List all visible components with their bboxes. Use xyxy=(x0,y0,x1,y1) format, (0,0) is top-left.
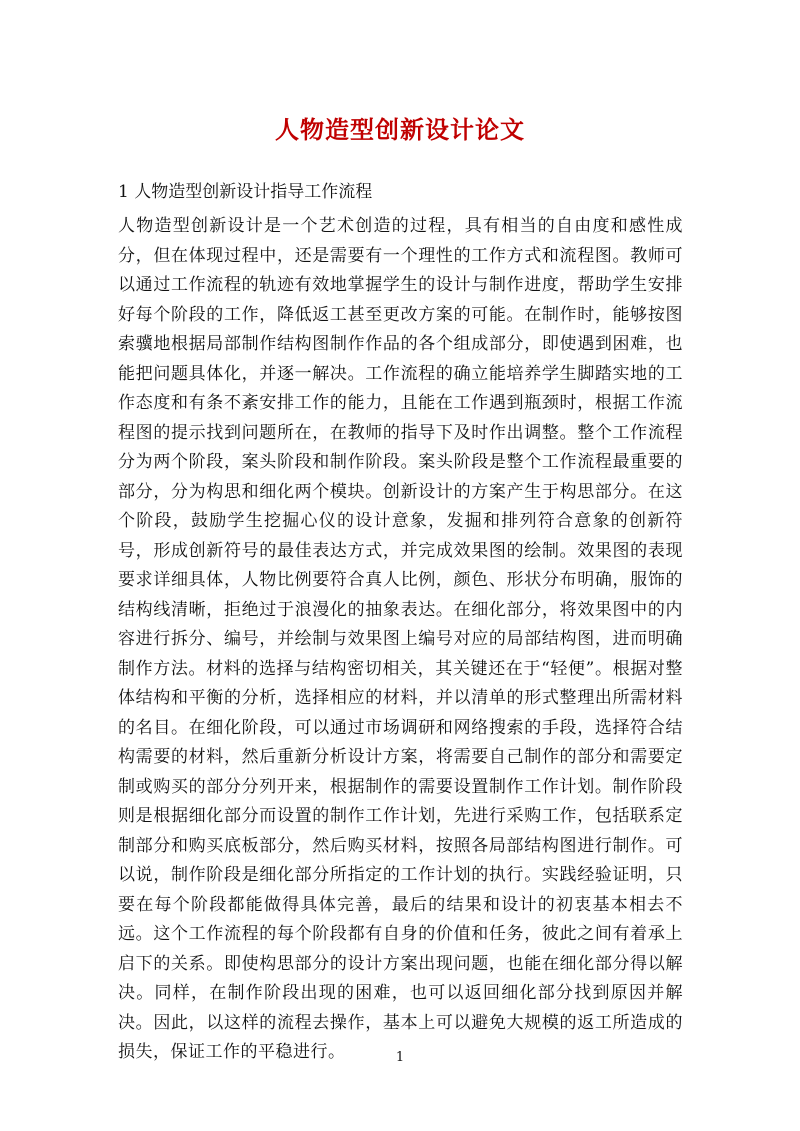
section-heading: 1 人物造型创新设计指导工作流程 xyxy=(118,182,373,202)
body-paragraph: 人物造型创新设计是一个艺术创造的过程，具有相当的自由度和感性成分，但在体现过程中，还是需要有一个理性的工作方式和流程图。教师可以通过工作流程的轨迹有效地掌握学生的设计与制作进度，帮助学生安排好每个阶段的工作，降低返工甚至更改方案的可能。在制作时，能够按图索骥地根据局部制作结构图制作作品的各个组成部分，即使遇到困难，也能把问题具体化，并逐一解决。工作流程的确立能培养学生脚踏实地的工作态度和有条不紊安排工作的能力，且能在工作遇到瓶颈时，根据工作流程图的提示找到问题所在，在教师的指导下及时作出调整。整个工作流程分为两个阶段，案头阶段和制作阶段。案头阶段是整个工作流程最重要的部分，分为构思和细化两个模块。创新设计的方案产生于构思部分。在这个阶段，鼓励学生挖掘心仪的设计意象，发掘和排列符合意象的创新符号，形成创新符号的最佳表达方式，并完成效果图的绘制。效果图的表现要求详细具体，人物比例要符合真人比例，颜色、形状分布明确，服饰的结构线清晰，拒绝过于浪漫化的抽象表达。在细化部分，将效果图中的内容进行拆分、编号，并绘制与效果图上编号对应的局部结构图，进而明确制作方法。材料的选择与结构密切相关，其关键还在于“轻便”。根据对整体结构和平衡的分析，选择相应的材料，并以清单的形式整理出所需材料的名目。在细化阶段，可以通过市场调研和网络搜索的手段，选择符合结构需要的材料，然后重新分析设计方案，将需要自己制作的部分和需要定制或购买的部分分列开来，根据制作的需要设置制作工作计划。制作阶段则是根据细化部分而设置的制作工作计划，先进行采购工作，包括联系定制部分和购买底板部分，然后购买材料，按照各局部结构图进行制作。可以说，制作阶段是细化部分所指定的工作计划的执行。实践经验证明，只要在每个阶段都能做得具体完善，最后的结果和设计的初衷基本相去不远。这个工作流程的每个阶段都有自身的价值和任务，彼此之间有着承上启下的关系。即使构思部分的设计方案出现问题，也能在细化部分得以解决。同样，在制作阶段出现的困难，也可以返回细化部分找到原因并解决。因此，以这样的流程去操作，基本上可以避免大规模的返工所造成的损失，保证工作的平稳进行。 xyxy=(118,216,683,1062)
page-number: 1 xyxy=(395,1050,405,1065)
document-title: 人物造型创新设计论文 xyxy=(275,115,525,144)
